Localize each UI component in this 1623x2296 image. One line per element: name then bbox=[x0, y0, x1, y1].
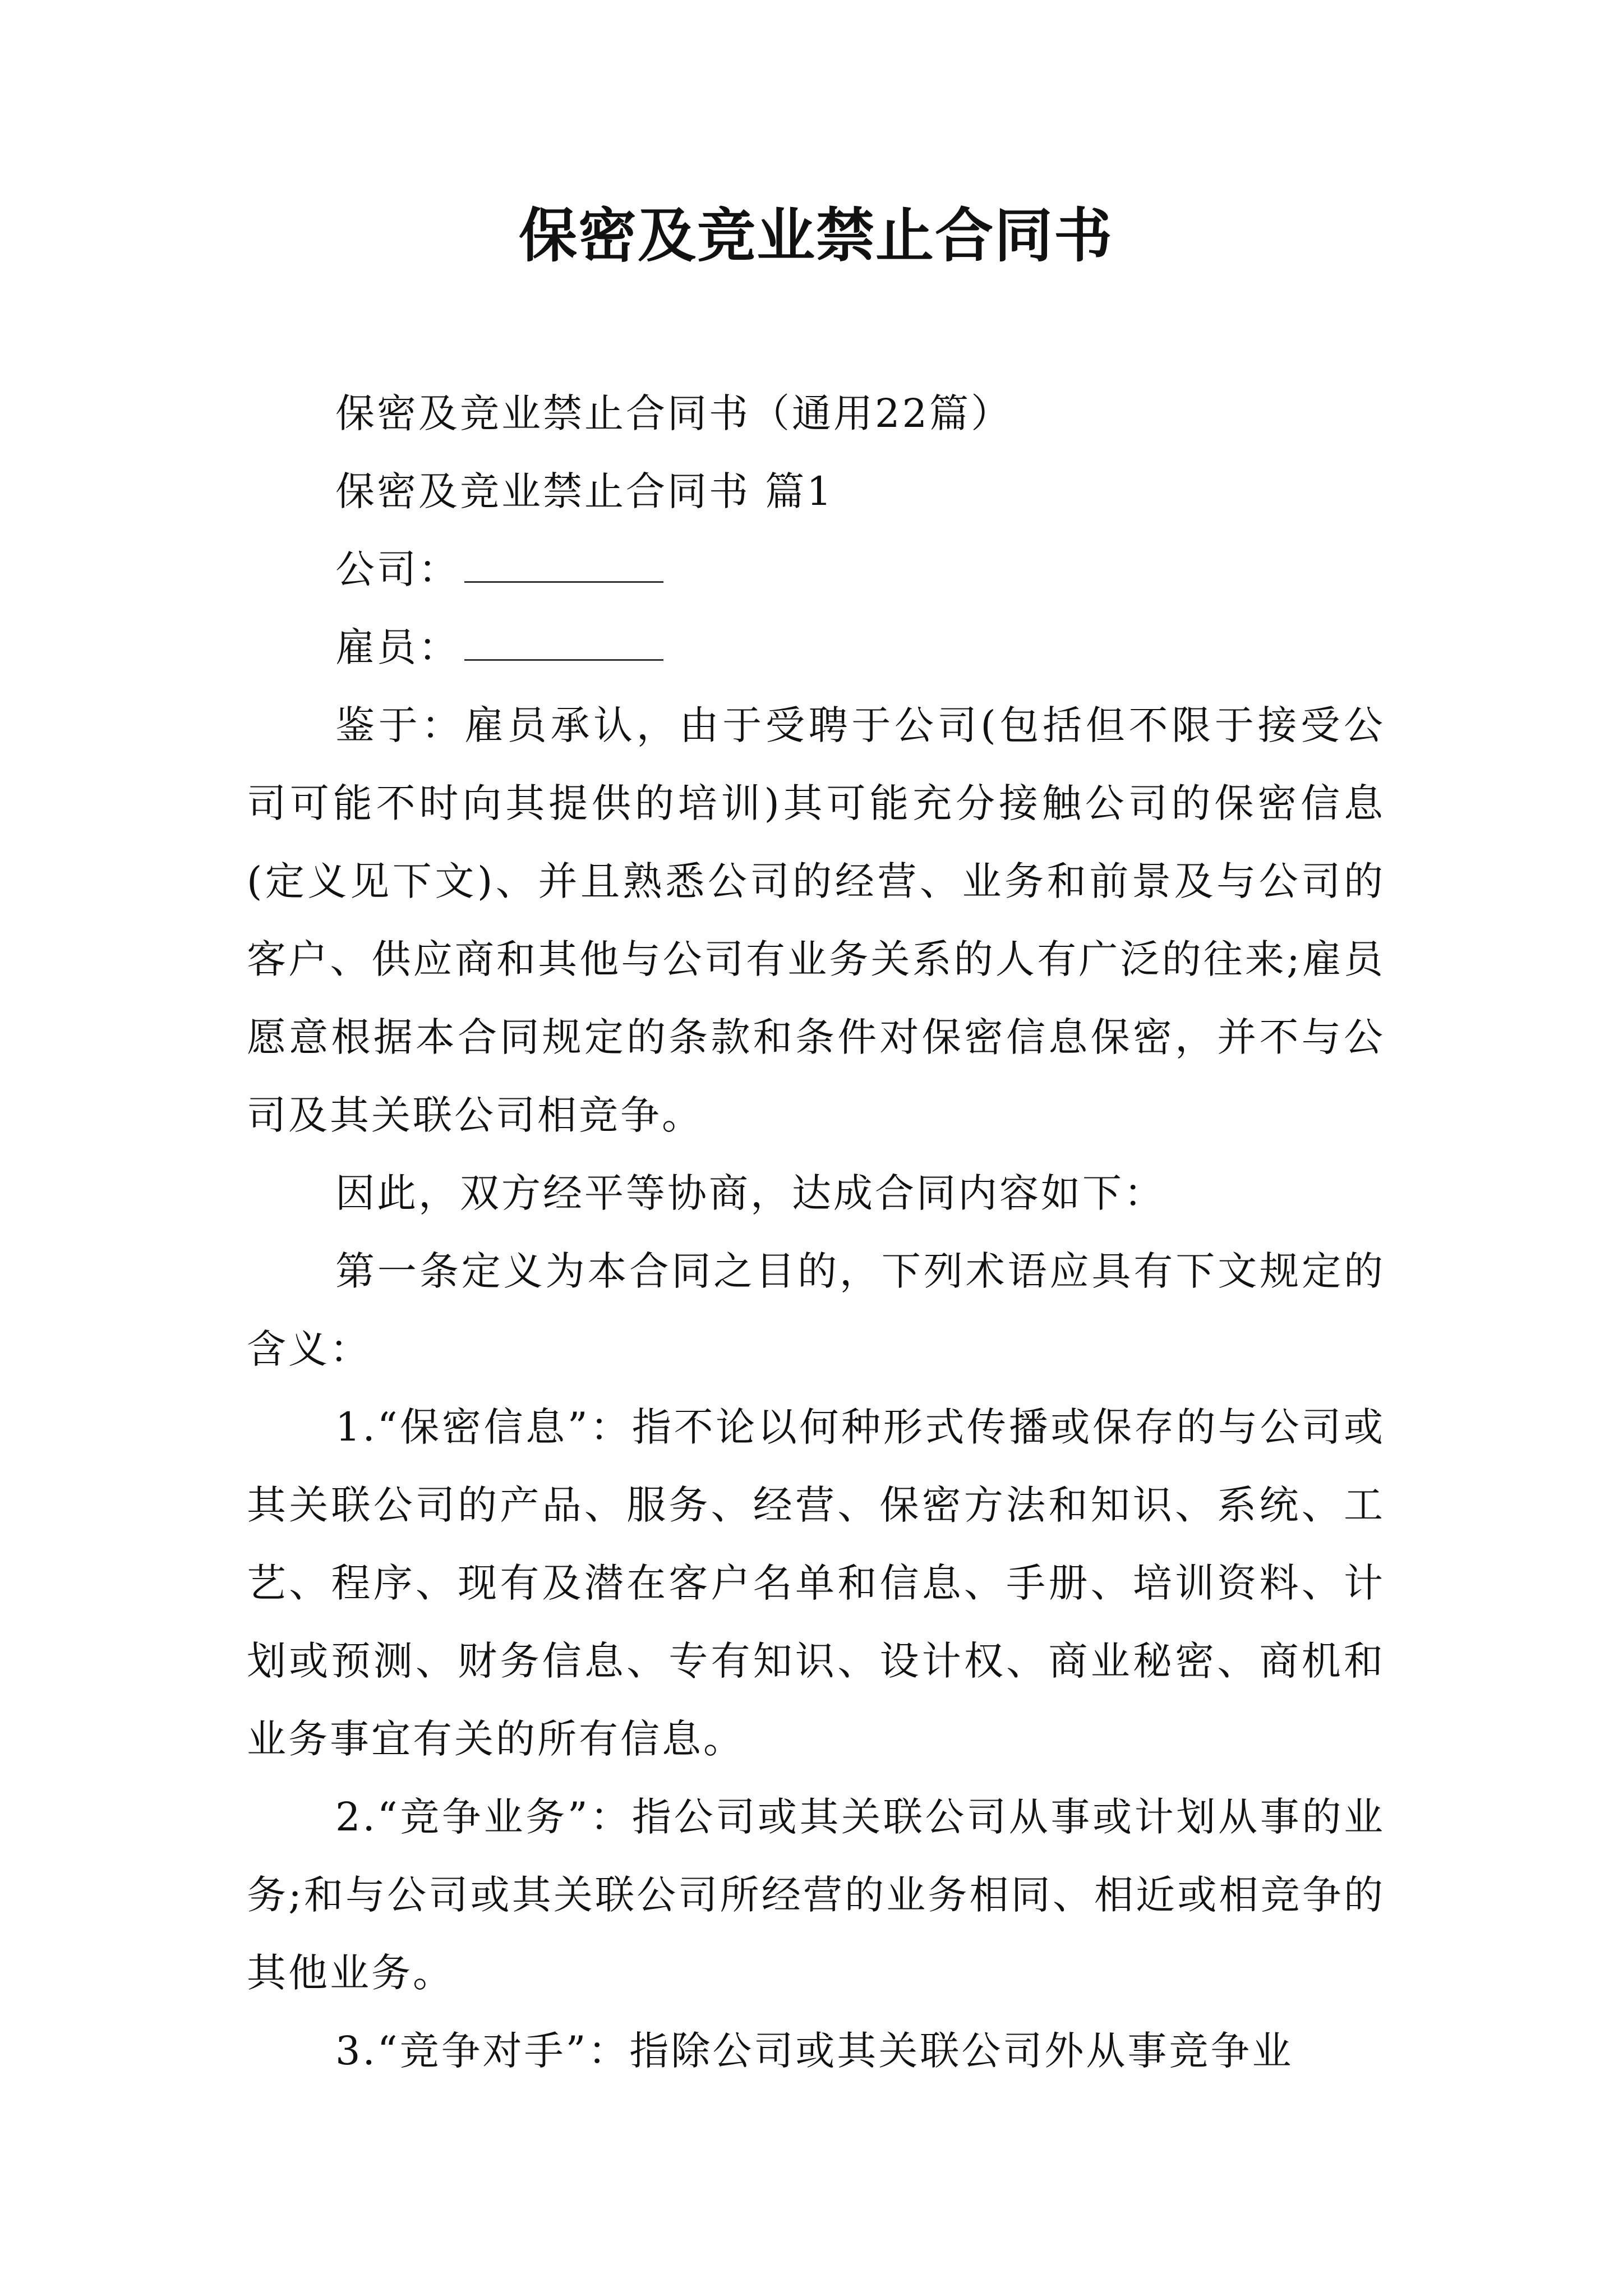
paragraph-article1: 第一条定义为本合同之目的，下列术语应具有下文规定的含义： bbox=[247, 1248, 1385, 1372]
document-subtitle: 保密及竞业禁止合同书（通用22篇） bbox=[335, 390, 1013, 436]
document-body bbox=[247, 375, 1385, 2090]
company-line bbox=[247, 531, 1385, 609]
paragraph-def1: 1.“保密信息”：指不论以何种形式传播或保存的与公司或其关联公司的产品、服务、经营、保密方法和知识、系统、工艺、程序、现有及潜在客户名单和信息、手册、培训资料、计划或预测、财务信息、专有知识、设计权、商业秘密、商机和业务事宜有关的所有信息。 bbox=[247, 1404, 1385, 1762]
paragraph-def3: 3.“竞争对手”：指除公司或其关联公司外从事竞争业 bbox=[335, 2028, 1294, 2074]
paragraph-def2: 2.“竞争业务”：指公司或其关联公司从事或计划从事的业务;和与公司或其关联公司所经营的业务相同、相近或相竞争的其他业务。 bbox=[247, 1794, 1385, 1996]
paragraph-recital: 鉴于：雇员承认，由于受聘于公司(包括但不限于接受公司可能不时向其提供的培训)其可能充分接触公司的保密信息(定义见下文)、并且熟悉公司的经营、业务和前景及与公司的客户、供应商和其他与公司有业务关系的人有广泛的往来;雇员愿意根据本合同规定的条款和条件对保密信息保密，并不与公司及其关联公司相竞争。 bbox=[247, 702, 1385, 1138]
employee-label: 雇员： bbox=[335, 624, 460, 670]
company-blank bbox=[464, 542, 663, 583]
employee-blank bbox=[464, 620, 663, 661]
employee-line bbox=[247, 609, 1385, 687]
document-title: 保密及竞业禁止合同书 bbox=[518, 201, 1113, 270]
company-label: 公司： bbox=[335, 546, 460, 592]
section-heading: 保密及竞业禁止合同书 篇1 bbox=[335, 468, 834, 514]
document-page bbox=[247, 0, 1385, 2296]
paragraph-agreement: 因此，双方经平等协商，达成合同内容如下： bbox=[335, 1170, 1165, 1216]
